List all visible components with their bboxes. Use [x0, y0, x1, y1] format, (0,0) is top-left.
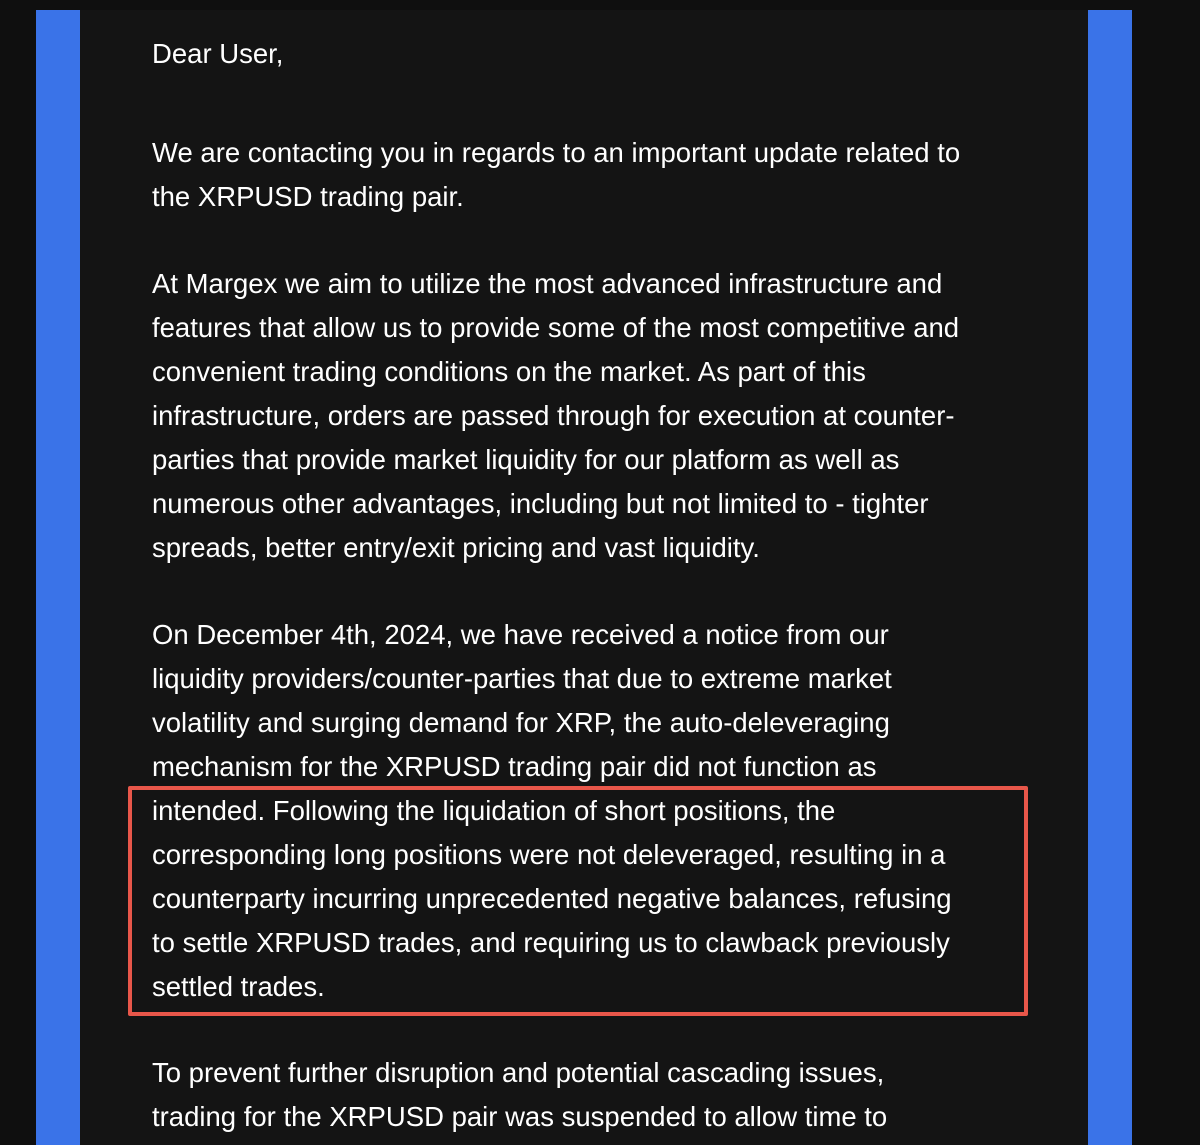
text-line: intended. Following the liquidation of short positions, the [152, 795, 836, 826]
right-accent-bar [1088, 10, 1132, 1145]
text-line: counterparty incurring unprecedented negative balances, refusing [152, 883, 952, 914]
text-line: spreads, better entry/exit pricing and vast liquidity. [152, 532, 760, 563]
text-line: parties that provide market liquidity for our platform as well as [152, 444, 900, 475]
text-line: features that allow us to provide some of the most competitive and [152, 312, 960, 343]
highlight-annotation-box [128, 786, 1028, 1016]
text-line: volatility and surging demand for XRP, the auto-deleveraging [152, 707, 890, 738]
text-line: settled trades. [152, 971, 325, 1002]
left-accent-bar [36, 10, 80, 1145]
text-line: liquidity providers/counter-parties that due to extreme market [152, 663, 892, 694]
text-line: to settle XRPUSD trades, and requiring us to clawback previously [152, 927, 950, 958]
paragraph-suspension [152, 1051, 1032, 1139]
text-line: To prevent further disruption and potential cascading issues, [152, 1057, 885, 1088]
paragraph-infrastructure [152, 262, 1032, 570]
text-line: numerous other advantages, including but not limited to - tighter [152, 488, 929, 519]
text-line: On December 4th, 2024, we have received a notice from our [152, 619, 889, 650]
text-line: corresponding long positions were not deleveraged, resulting in a [152, 839, 946, 870]
paragraph-intro [152, 131, 1032, 219]
text-line: the XRPUSD trading pair. [152, 181, 464, 212]
text-line: mechanism for the XRPUSD trading pair did not function as [152, 751, 877, 782]
text-line: At Margex we aim to utilize the most advanced infrastructure and [152, 268, 943, 299]
text-line: infrastructure, orders are passed through for execution at counter- [152, 400, 955, 431]
text-line: convenient trading conditions on the market. As part of this [152, 356, 866, 387]
text-line: We are contacting you in regards to an important update related to [152, 137, 961, 168]
greeting: Dear User, [152, 38, 284, 69]
text-line: trading for the XRPUSD pair was suspended to allow time to [152, 1101, 888, 1132]
